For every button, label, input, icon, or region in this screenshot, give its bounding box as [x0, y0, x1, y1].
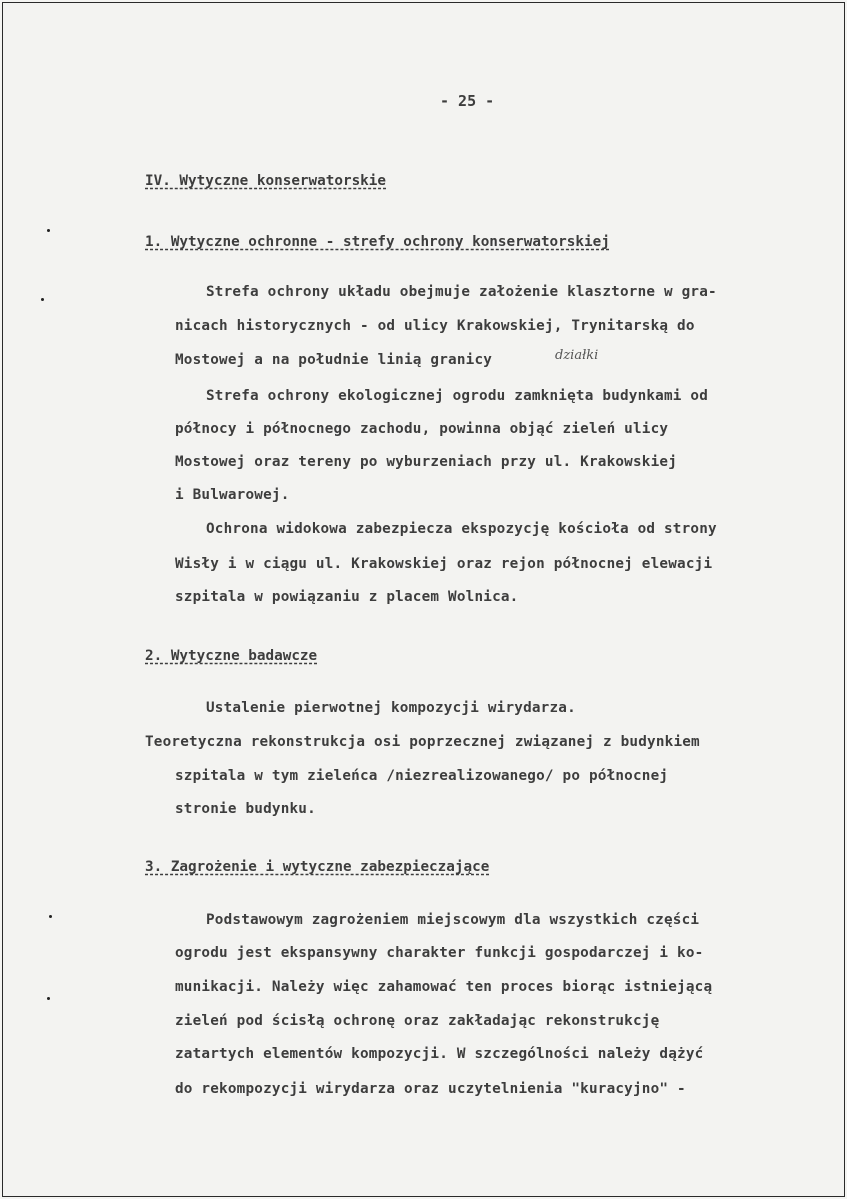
scan-speck — [47, 229, 50, 232]
text-line: Mostowej a na południe linią granicy — [175, 352, 493, 368]
text-line: Wisły i w ciągu ul. Krakowskiej oraz rejon północnej elewacji — [175, 556, 713, 572]
text-line: stronie budynku. — [175, 801, 316, 817]
text-line: Strefa ochrony ekologicznej ogrodu zamknięta budynkami od — [206, 388, 709, 404]
scan-speck — [49, 915, 52, 918]
text-line: Ochrona widokowa zabezpiecza ekspozycję kościoła od strony — [206, 521, 717, 537]
text-line: ogrodu jest ekspansywny charakter funkcji gospodarczej i ko- — [175, 945, 704, 961]
text-line: Mostowej oraz tereny po wyburzeniach przy ul. Krakowskiej — [175, 454, 678, 470]
text-line: do rekompozycji wirydarza oraz uczytelnienia "kuracyjno" - — [175, 1081, 686, 1097]
text-line: Teoretyczna rekonstrukcja osi poprzecznej związanej z budynkiem — [145, 734, 700, 750]
subsection-3-heading: 3. Zagrożenie i wytyczne zabezpieczające — [145, 859, 490, 875]
text-line: Ustalenie pierwotnej kompozycji wirydarza. — [206, 700, 576, 716]
scan-speck — [47, 997, 50, 1000]
text-line: i Bulwarowej. — [175, 487, 290, 503]
text-line: Podstawowym zagrożeniem miejscowym dla wszystkich części — [206, 912, 700, 928]
text-line: szpitala w powiązaniu z placem Wolnica. — [175, 589, 519, 605]
subsection-2-heading: 2. Wytyczne badawcze — [145, 648, 318, 664]
text-line: Strefa ochrony układu obejmuje założenie klasztorne w gra- — [206, 284, 717, 300]
section-title: IV. Wytyczne konserwatorskie — [145, 173, 387, 189]
page-number: - 25 - — [440, 92, 495, 110]
text-line: północy i północnego zachodu, powinna objąć zieleń ulicy — [175, 421, 669, 437]
scan-speck — [41, 298, 44, 301]
text-line: zieleń pod ścisłą ochronę oraz zakładając rekonstrukcję — [175, 1013, 660, 1029]
text-line: zatartych elementów kompozycji. W szczególności należy dążyć — [175, 1046, 704, 1062]
text-line: nicach historycznych - od ulicy Krakowskiej, Trynitarską do — [175, 318, 695, 334]
text-line: szpitala w tym zieleńca /niezrealizowanego/ po północnej — [175, 768, 669, 784]
subsection-1-heading: 1. Wytyczne ochronne - strefy ochrony konserwatorskiej — [145, 234, 610, 250]
text-line: munikacji. Należy więc zahamować ten proces biorąc istniejącą — [175, 979, 713, 995]
document-page — [2, 2, 845, 1197]
handwritten-note: działki — [555, 348, 599, 363]
